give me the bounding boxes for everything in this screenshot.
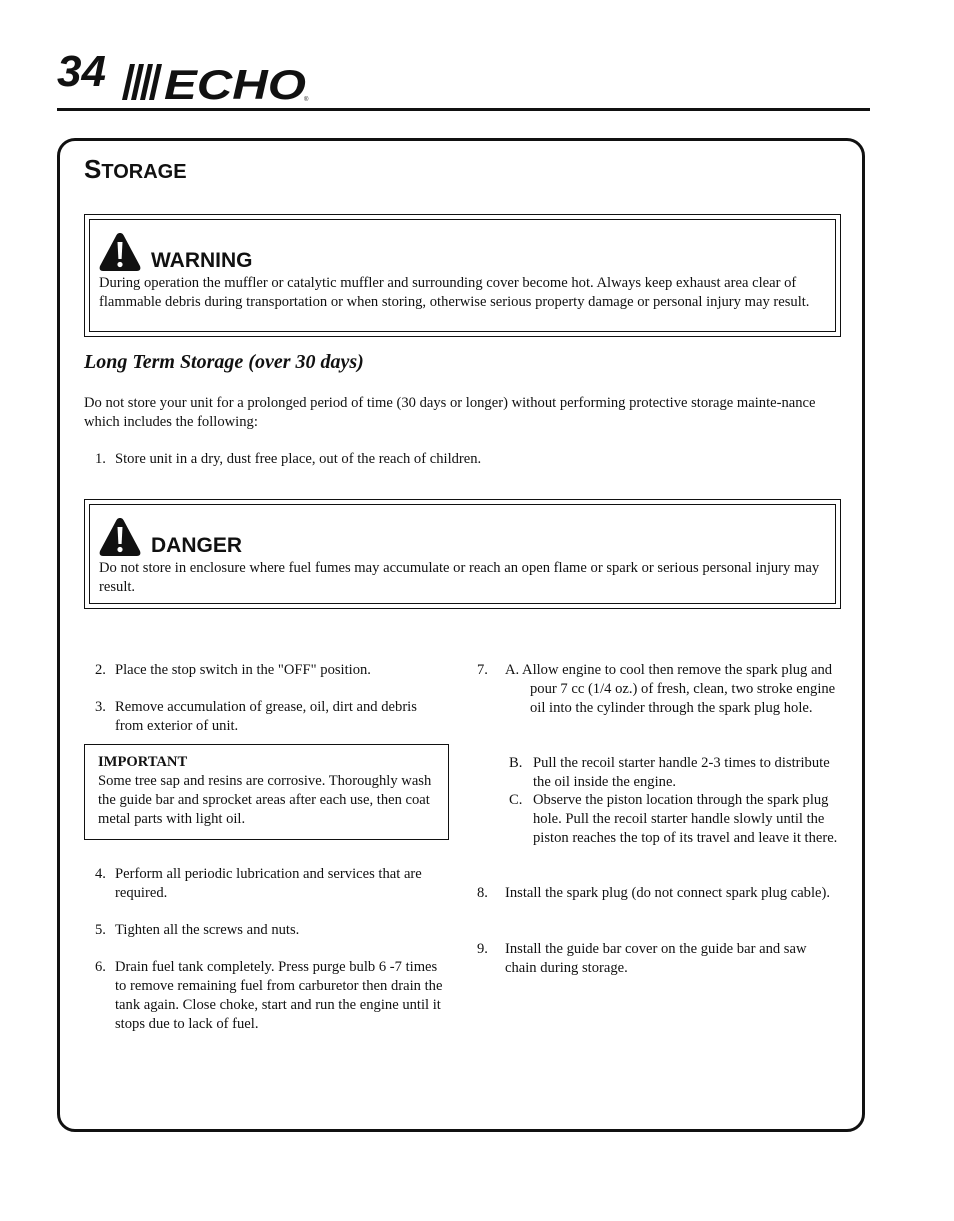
list-item-step-4 xyxy=(95,865,445,903)
step-number: 8. xyxy=(477,885,488,901)
long-term-intro: Do not store your unit for a prolonged period of time (30 days or longer) without performing protective storage mainte-nance which includes the following: xyxy=(84,395,816,430)
step-number: 9. xyxy=(477,941,488,957)
step-text: Install the spark plug (do not connect spark plug cable). xyxy=(505,885,831,901)
step-7b-text: Pull the recoil starter handle 2-3 times to distribute the oil inside the engine. xyxy=(533,755,830,790)
step-7c-text: Observe the piston location through the spark plug hole. Pull the recoil starter handle slowly until the piston reaches the top of its travel and leave it there. xyxy=(533,792,838,846)
warning-box xyxy=(84,214,841,337)
list-item-step-6 xyxy=(95,958,445,1034)
step-text: Tighten all the screws and nuts. xyxy=(115,922,300,938)
step-number: 5. xyxy=(95,922,106,938)
list-item-step-7b xyxy=(509,754,839,792)
page-number: 34 xyxy=(57,47,106,96)
step-number: 6. xyxy=(95,959,106,975)
list-item-step-8 xyxy=(477,884,837,903)
step-text: Place the stop switch in the "OFF" position. xyxy=(115,662,371,678)
step-text: Install the guide bar cover on the guide bar and saw chain during storage. xyxy=(505,941,807,976)
list-item-step-7c xyxy=(509,791,839,848)
step-7a-text: A. Allow engine to cool then remove the spark plug and pour 7 cc (1/4 oz.) of fresh, clean, two stroke engine oil into the cylinder through the spark plug hole. xyxy=(505,662,836,716)
step-number: 1. xyxy=(95,451,106,467)
long-term-storage-heading: Long Term Storage (over 30 days) xyxy=(84,351,364,373)
danger-box xyxy=(84,499,841,609)
section-title-rest: TORAGE xyxy=(101,161,187,183)
step-text: Drain fuel tank completely. Press purge bulb 6 -7 times to remove remaining fuel from carburetor then drain the tank again. Close choke, start and run the engine until it stops due to lack of fuel. xyxy=(115,959,443,1032)
important-text: Some tree sap and resins are corrosive. Thoroughly wash the guide bar and sprocket areas after each use, then coat metal parts with light oil. xyxy=(98,773,432,827)
list-item-step-7 xyxy=(477,661,837,718)
brand-text: ECHO xyxy=(164,62,306,102)
danger-title: DANGER xyxy=(151,534,243,557)
step-text: Store unit in a dry, dust free place, out of the reach of children. xyxy=(115,451,482,467)
warning-text: During operation the muffler or catalytic muffler and surrounding cover become hot. Always keep exhaust area clear of flammable debris during transportation or when storing, otherwise serious property damage or personal injury may result. xyxy=(99,275,810,310)
list-item-step-2 xyxy=(95,661,445,680)
warning-title: WARNING xyxy=(151,249,253,272)
header-rule xyxy=(57,108,870,111)
step-text: Perform all periodic lubrication and services that are required. xyxy=(115,866,422,901)
section-title-initial: S xyxy=(84,154,102,184)
step-number: 7. xyxy=(477,662,488,678)
important-box xyxy=(84,744,449,840)
warning-triangle-icon xyxy=(98,232,142,272)
section-title xyxy=(84,156,187,182)
list-item-step-9 xyxy=(477,940,837,978)
step-number: 3. xyxy=(95,699,106,715)
step-number: 4. xyxy=(95,866,106,882)
step-number: 2. xyxy=(95,662,106,678)
echo-logo xyxy=(120,62,312,102)
substep-label: C. xyxy=(509,792,523,808)
svg-text:®: ® xyxy=(304,97,309,102)
danger-triangle-icon xyxy=(98,517,142,557)
danger-text: Do not store in enclosure where fuel fumes may accumulate or reach an open flame or spark or serious personal injury may result. xyxy=(99,560,820,595)
substep-label: B. xyxy=(509,755,523,771)
step-text: Remove accumulation of grease, oil, dirt and debris from exterior of unit. xyxy=(115,699,417,734)
important-title: IMPORTANT xyxy=(98,754,188,770)
list-item-step-1 xyxy=(95,450,835,469)
list-item-step-5 xyxy=(95,921,445,940)
list-item-step-3 xyxy=(95,698,445,736)
